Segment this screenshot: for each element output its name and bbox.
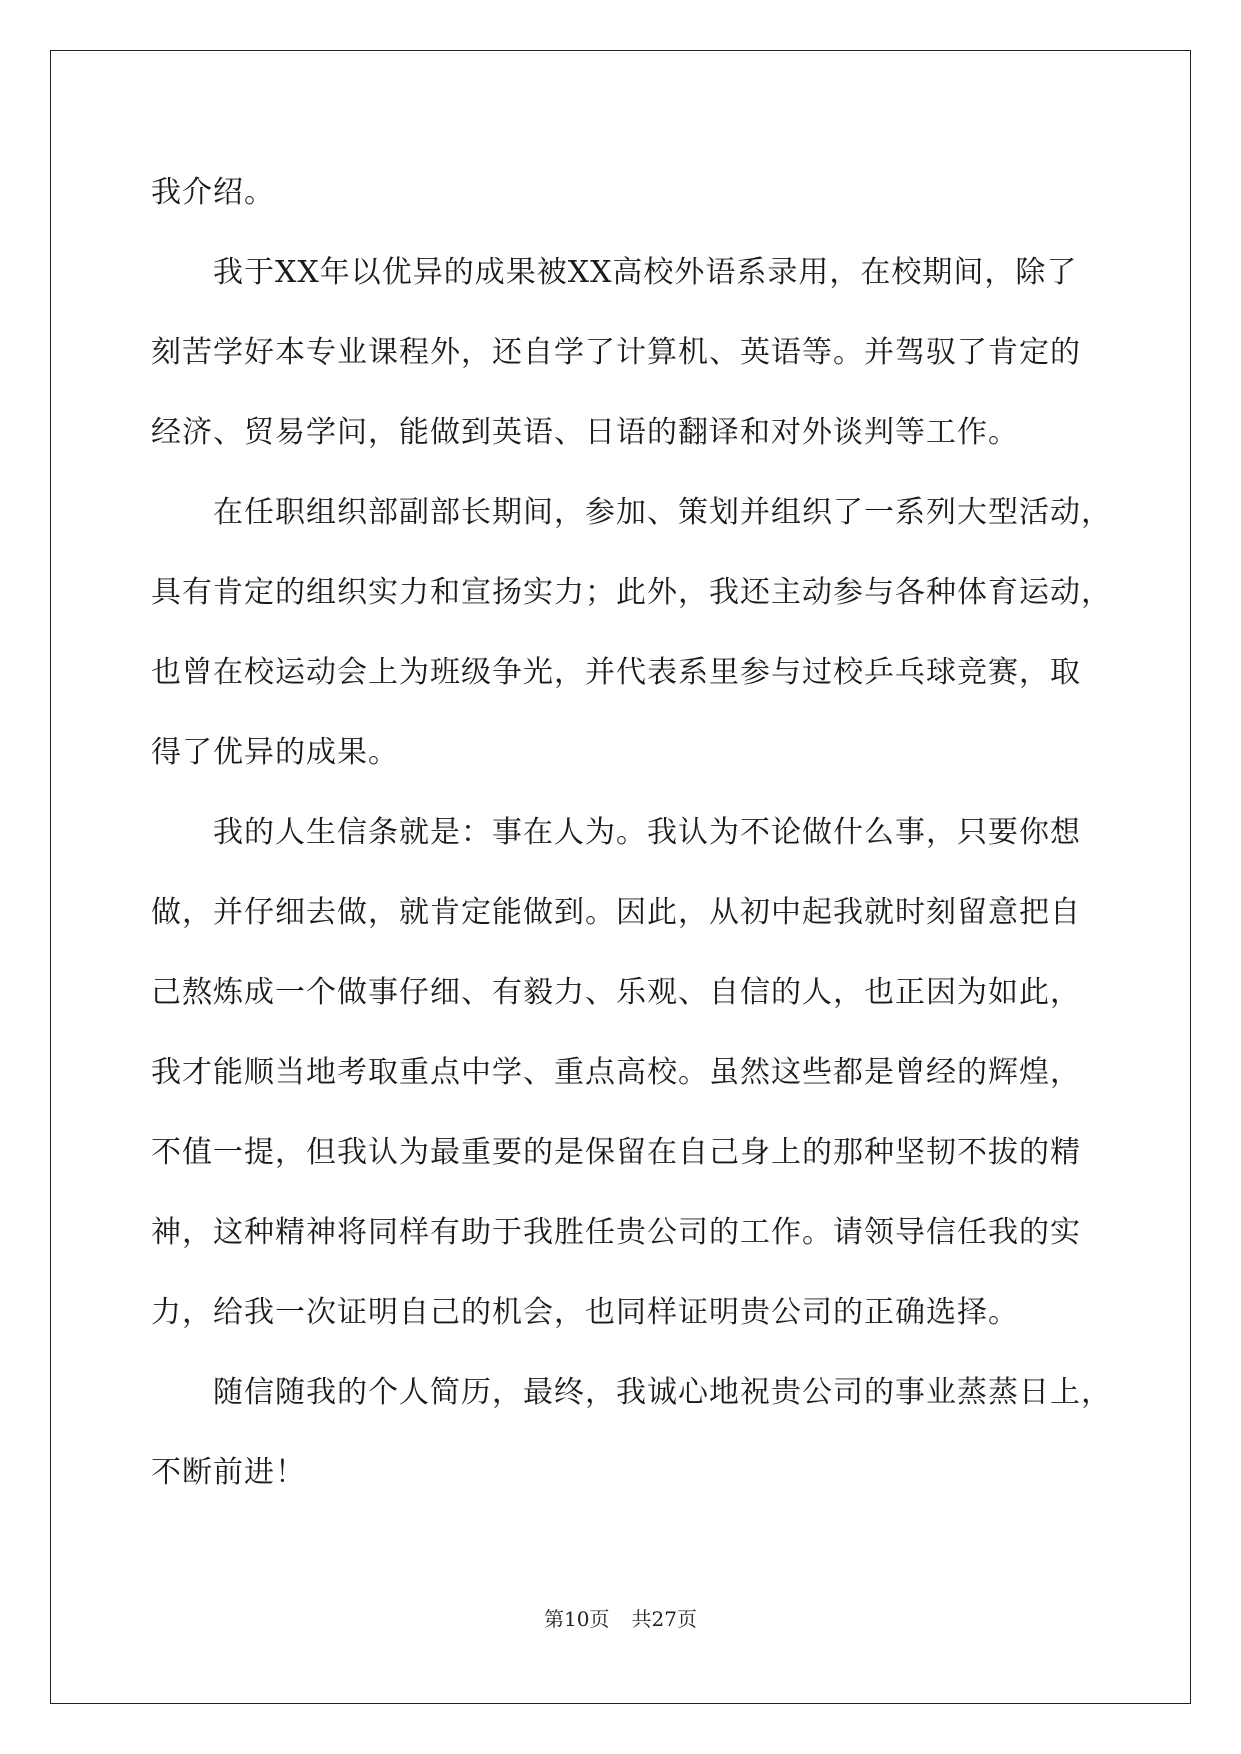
- text-line: 刻苦学好本专业课程外，还自学了计算机、英语等。并驾驭了肯定的: [151, 335, 1081, 370]
- text-line: 不值一提，但我认为最重要的是保留在自己身上的那种坚韧不拔的精: [151, 1135, 1081, 1170]
- page-footer: [0, 1606, 1241, 1632]
- text-line: 我才能顺当地考取重点中学、重点高校。虽然这些都是曾经的辉煌，: [151, 1055, 1081, 1090]
- text-line: 己熬炼成一个做事仔细、有毅力、乐观、自信的人，也正因为如此，: [151, 975, 1081, 1010]
- text-line: 神，这种精神将同样有助于我胜任贵公司的工作。请领导信任我的实: [151, 1215, 1081, 1250]
- page-number: 第10页: [544, 1607, 610, 1631]
- total-pages: 共27页: [631, 1607, 697, 1631]
- text-line: 也曾在校运动会上为班级争光，并代表系里参与过校乒乓球竞赛，取: [151, 655, 1081, 690]
- text-line: 经济、贸易学问，能做到英语、日语的翻译和对外谈判等工作。: [151, 415, 1019, 450]
- text-line: 我于XX年以优异的成果被XX高校外语系录用，在校期间，除了: [151, 255, 1078, 290]
- text-line: 不断前进！: [151, 1455, 306, 1490]
- text-line: 我的人生信条就是：事在人为。我认为不论做什么事，只要你想: [151, 815, 1081, 850]
- text-line: 做，并仔细去做，就肯定能做到。因此，从初中起我就时刻留意把自: [151, 895, 1081, 930]
- text-line: 具有肯定的组织实力和宣扬实力；此外，我还主动参与各种体育运动，: [151, 575, 1112, 610]
- text-line: 随信随我的个人简历，最终，我诚心地祝贵公司的事业蒸蒸日上，: [151, 1375, 1112, 1410]
- text-line: 我介绍。: [151, 175, 275, 210]
- text-line: 得了优异的成果。: [151, 735, 399, 770]
- text-line: 在任职组织部副部长期间，参加、策划并组织了一系列大型活动，: [151, 495, 1112, 530]
- text-line: 力，给我一次证明自己的机会，也同样证明贵公司的正确选择。: [151, 1295, 1019, 1330]
